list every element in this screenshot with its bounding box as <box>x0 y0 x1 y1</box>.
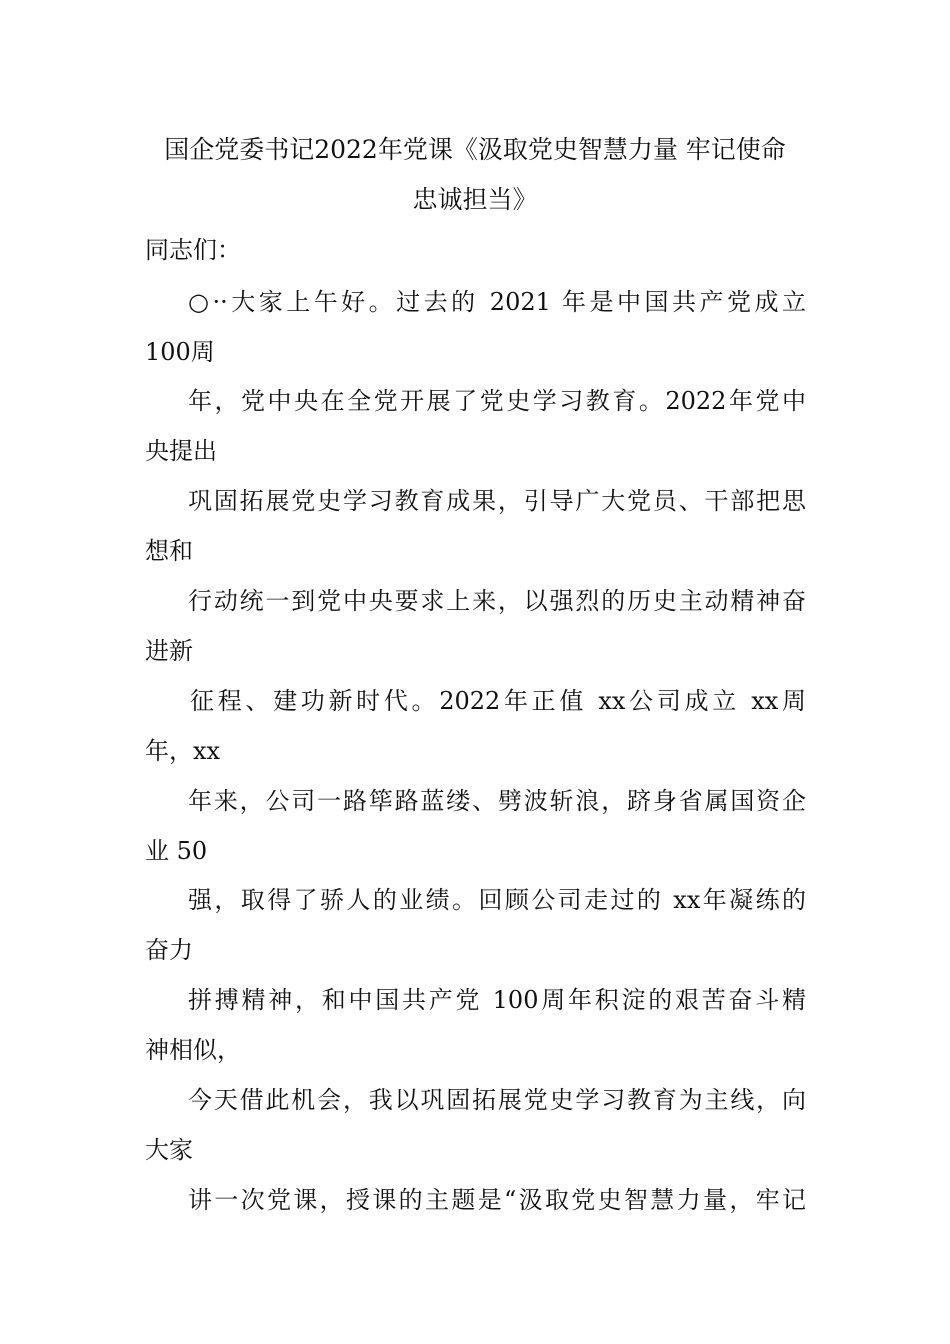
body-line: 100周 <box>145 338 215 366</box>
body-line: 年，党中央在全党开展了党史学习教育。2022年党中 <box>188 387 806 415</box>
body-line: 业 50 <box>145 837 208 865</box>
body-line: 今天借此机会，我以巩固拓展党史学习教育为主线，向 <box>188 1086 806 1114</box>
body-line: 进新 <box>145 637 193 665</box>
body-line: 央提出 <box>145 437 217 465</box>
body-line: 拼搏精神，和中国共产党 100周年积淀的艰苦奋斗精 <box>188 986 806 1014</box>
body-line: 讲一次党课，授课的主题是“汲取党史智慧力量，牢记 <box>188 1186 806 1214</box>
body-line: 巩固拓展党史学习教育成果，引导广大党员、干部把思 <box>188 487 806 515</box>
body-line: ○··大家上午好。过去的 2021 年是中国共产党成立 <box>188 288 806 316</box>
body-line: 大家 <box>145 1136 193 1164</box>
body-line: 年来，公司一路筚路蓝缕、劈波斩浪，跻身省属国资企 <box>188 787 806 815</box>
body-line: 神相似， <box>145 1036 241 1064</box>
document-title-line-2: 忠诚担当》 <box>412 185 538 214</box>
salutation: 同志们： <box>145 236 241 264</box>
body-line: 想和 <box>145 537 193 565</box>
document-title-line-1: 国企党委书记2022年党课《汲取党史智慧力量 牢记使命 <box>164 135 786 164</box>
body-line: 强，取得了骄人的业绩。回顾公司走过的 xx年凝练的 <box>188 886 806 914</box>
body-line: 奋力 <box>145 936 193 964</box>
body-line: 征程、建功新时代。2022年正值 xx公司成立 xx周 <box>190 687 806 715</box>
body-line: 行动统一到党中央要求上来，以强烈的历史主动精神奋 <box>188 587 806 615</box>
body-line: 年，xx <box>145 737 221 765</box>
